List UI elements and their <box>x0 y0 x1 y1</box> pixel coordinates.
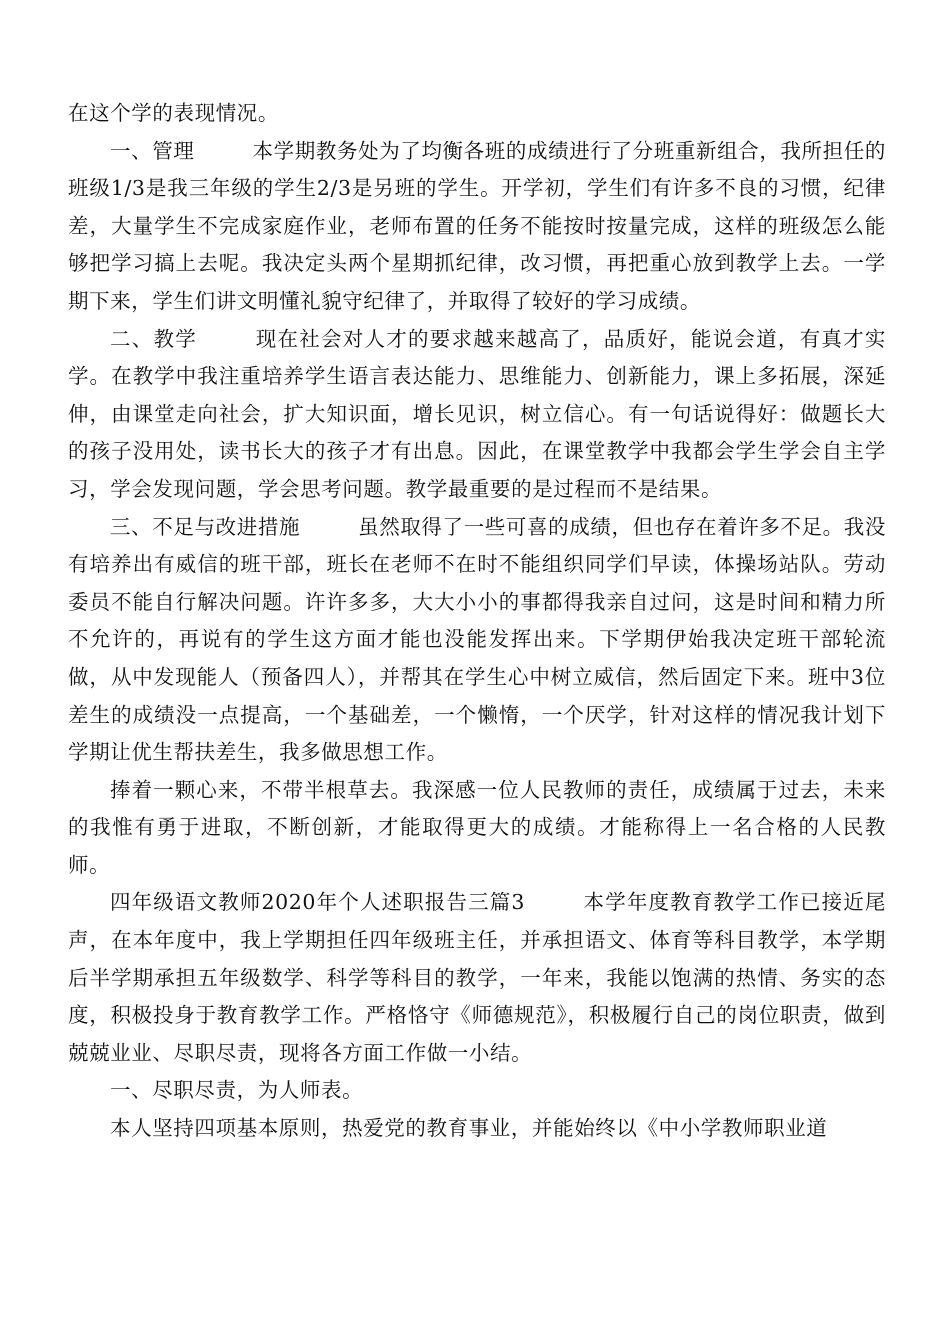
document-page <box>68 95 886 1148</box>
paragraph-text: 本人坚持四项基本原则，热爱党的教育事业，并能始终以《中小学教师职业道 <box>110 1116 828 1141</box>
paragraph-text: 本学年度教育教学工作已接近尾声，在本年度中，我上学期担任四年级班主任，并承担语文、体育等科目教学，本学期后半学期承担五年级数学、科学等科目的教学，一年来，我能以饱满的热情、务实的态度，积极投身于教育教学工作。严格恪守《师德规范》，积极履行自己的岗位职责，做到兢兢业业、尽职尽责，现将各方面工作做一小结。 <box>68 890 886 1065</box>
paragraph-subheading-duty <box>68 1072 886 1110</box>
paragraph-shortcomings <box>68 509 886 772</box>
paragraph-text: 捧着一颗心来，不带半根草去。我深感一位人民教师的责任，成绩属于过去，未来的我惟有勇于进取，不断创新，才能取得更大的成绩。才能称得上一名合格的人民教师。 <box>68 777 886 877</box>
section-heading: 四年级语文教师2020年个人述职报告三篇3 <box>110 890 526 915</box>
section-heading: 一、管理 <box>110 138 195 163</box>
paragraph-text: 一、尽职尽责，为人师表。 <box>110 1078 364 1103</box>
paragraph-text: 在这个学的表现情况。 <box>68 101 279 125</box>
paragraph-principles <box>68 1110 886 1148</box>
section-heading: 二、教学 <box>110 326 198 351</box>
paragraph-management <box>68 133 886 321</box>
paragraph-intro-tail <box>68 95 886 133</box>
paragraph-teaching <box>68 321 886 509</box>
paragraph-text: 本学期教务处为了均衡各班的成绩进行了分班重新组合，我所担任的班级1/3是我三年级的学生2/3是另班的学生。开学初，学生们有许多不良的习惯，纪律差，大量学生不完成家庭作业，老师布置的任务不能按时按量完成，这样的班级怎么能够把学习搞上去呢。我决定头两个星期抓纪律，改习惯，再把重心放到教学上去。一学期下来，学生们讲文明懂礼貌守纪律了，并取得了较好的学习成绩。 <box>68 138 887 313</box>
paragraph-closing <box>68 772 886 885</box>
section-heading: 三、不足与改进措施 <box>110 514 301 539</box>
paragraph-text: 现在社会对人才的要求越来越高了，品质好，能说会道，有真才实学。在教学中我注重培养学生语言表达能力、思维能力、创新能力，课上多拓展，深延伸，由课堂走向社会，扩大知识面，增长见识，树立信心。有一句话说得好：做题长大的孩子没用处，读书长大的孩子才有出息。因此，在课堂教学中我都会学生学会自主学习，学会发现问题，学会思考问题。教学最重要的是过程而不是结果。 <box>68 326 886 501</box>
paragraph-text: 虽然取得了一些可喜的成绩，但也存在着许多不足。我没有培养出有威信的班干部，班长在老师不在时不能组织同学们早读，体操场站队。劳动委员不能自行解决问题。许许多多，大大小小的事都得我亲自过问，这是时间和精力所不允许的，再说有的学生这方面才能也没能发挥出来。下学期伊始我决定班干部轮流做，从中发现能人（预备四人），并帮其在学生心中树立威信，然后固定下来。班中3位差生的成绩没一点提高，一个基础差，一个懒惰，一个厌学，针对这样的情况我计划下学期让优生帮扶差生，我多做思想工作。 <box>68 514 886 765</box>
paragraph-report-3 <box>68 884 886 1072</box>
